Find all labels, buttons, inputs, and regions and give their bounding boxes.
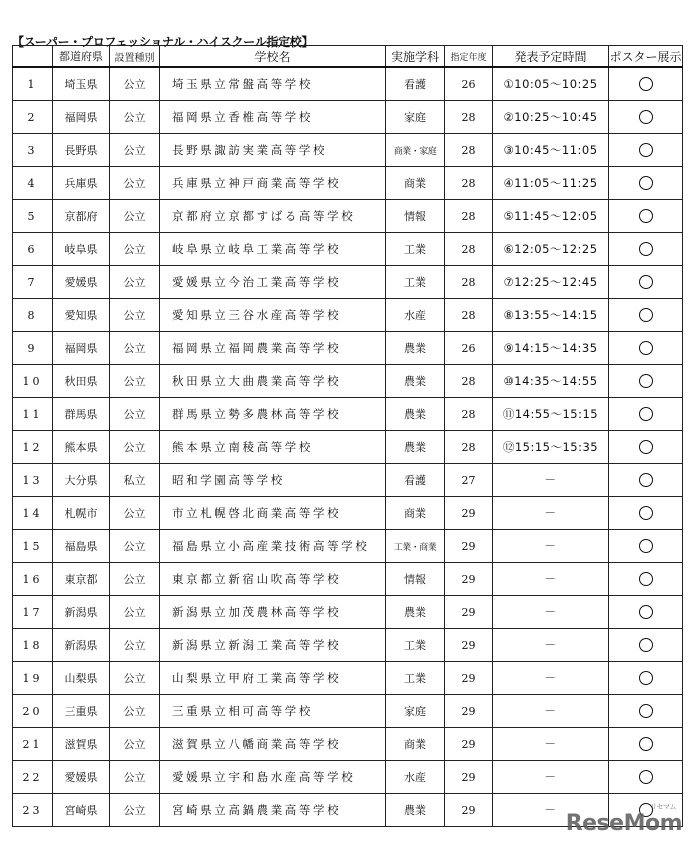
cell-no: 8 (13, 299, 53, 332)
table-row (13, 563, 683, 596)
cell-school: 熊本県立南稜高等学校 (160, 431, 386, 464)
cell-department: 水産 (386, 761, 445, 794)
cell-type: 公立 (110, 497, 160, 530)
cell-prefecture: 宮崎県 (53, 794, 110, 827)
header-department: 実施学科 (386, 46, 445, 68)
cell-no: 20 (13, 695, 53, 728)
cell-prefecture: 埼玉県 (53, 67, 110, 101)
poster-circle-icon (639, 605, 653, 619)
cell-department: 商業 (386, 497, 445, 530)
cell-no: 1 (13, 67, 53, 101)
cell-type: 公立 (110, 431, 160, 464)
cell-school: 秋田県立大曲農業高等学校 (160, 365, 386, 398)
cell-department: 農業 (386, 332, 445, 365)
cell-department: 農業 (386, 365, 445, 398)
cell-poster (609, 365, 683, 398)
poster-circle-icon (639, 539, 653, 553)
cell-school: 群馬県立勢多農林高等学校 (160, 398, 386, 431)
poster-circle-icon (639, 671, 653, 685)
header-school: 学校名 (160, 46, 386, 68)
cell-school: 長野県諏訪実業高等学校 (160, 134, 386, 167)
cell-time: － (493, 530, 609, 563)
poster-circle-icon (639, 176, 653, 190)
cell-school: 新潟県立加茂農林高等学校 (160, 596, 386, 629)
cell-school: 東京都立新宿山吹高等学校 (160, 563, 386, 596)
cell-poster (609, 332, 683, 365)
cell-school: 岐阜県立岐阜工業高等学校 (160, 233, 386, 266)
cell-prefecture: 熊本県 (53, 431, 110, 464)
table-row (13, 299, 683, 332)
cell-poster (609, 497, 683, 530)
page-title: 【スーパー・プロフェッショナル・ハイスクール指定校】 (12, 35, 314, 49)
table-row (13, 596, 683, 629)
cell-poster (609, 233, 683, 266)
table-row (13, 464, 683, 497)
cell-year: 29 (445, 761, 493, 794)
cell-type: 公立 (110, 299, 160, 332)
cell-prefecture: 東京都 (53, 563, 110, 596)
poster-circle-icon (639, 143, 653, 157)
cell-no: 4 (13, 167, 53, 200)
cell-time: ⑪14:55～15:15 (493, 398, 609, 431)
cell-year: 29 (445, 530, 493, 563)
cell-year: 28 (445, 431, 493, 464)
cell-no: 5 (13, 200, 53, 233)
watermark-text: ReseMom (565, 811, 682, 836)
table-row (13, 695, 683, 728)
poster-circle-icon (639, 407, 653, 421)
cell-no: 15 (13, 530, 53, 563)
cell-time: ⑫15:15～15:35 (493, 431, 609, 464)
cell-poster (609, 431, 683, 464)
cell-prefecture: 札幌市 (53, 497, 110, 530)
poster-circle-icon (639, 308, 653, 322)
cell-school: 市立札幌啓北商業高等学校 (160, 497, 386, 530)
cell-poster (609, 134, 683, 167)
cell-poster (609, 398, 683, 431)
cell-prefecture: 群馬県 (53, 398, 110, 431)
cell-time: ②10:25～10:45 (493, 101, 609, 134)
cell-year: 28 (445, 365, 493, 398)
table-header-row (13, 46, 683, 68)
header-time: 発表予定時間 (493, 46, 609, 68)
cell-department: 家庭 (386, 695, 445, 728)
cell-no: 21 (13, 728, 53, 761)
cell-time: ④11:05～11:25 (493, 167, 609, 200)
cell-school: 滋賀県立八幡商業高等学校 (160, 728, 386, 761)
header-type: 設置種別 (110, 46, 160, 68)
cell-school: 愛媛県立今治工業高等学校 (160, 266, 386, 299)
cell-type: 公立 (110, 167, 160, 200)
cell-school: 愛媛県立宇和島水産高等学校 (160, 761, 386, 794)
cell-no: 19 (13, 662, 53, 695)
cell-type: 公立 (110, 101, 160, 134)
cell-department: 工業 (386, 629, 445, 662)
cell-type: 公立 (110, 398, 160, 431)
cell-school: 昭和学園高等学校 (160, 464, 386, 497)
cell-time: － (493, 761, 609, 794)
table-row (13, 233, 683, 266)
cell-time: ⑨14:15～14:35 (493, 332, 609, 365)
cell-school: 福岡県立香椎高等学校 (160, 101, 386, 134)
cell-poster (609, 530, 683, 563)
cell-poster (609, 67, 683, 101)
cell-time: － (493, 695, 609, 728)
cell-year: 29 (445, 563, 493, 596)
cell-department: 看護 (386, 67, 445, 101)
cell-type: 公立 (110, 233, 160, 266)
cell-school: 宮崎県立高鍋農業高等学校 (160, 794, 386, 827)
poster-circle-icon (639, 110, 653, 124)
cell-year: 29 (445, 497, 493, 530)
table-row (13, 761, 683, 794)
cell-time: － (493, 563, 609, 596)
cell-prefecture: 新潟県 (53, 596, 110, 629)
cell-type: 公立 (110, 662, 160, 695)
cell-department: 看護 (386, 464, 445, 497)
cell-school: 愛知県立三谷水産高等学校 (160, 299, 386, 332)
cell-poster (609, 629, 683, 662)
cell-type: 公立 (110, 365, 160, 398)
cell-time: ⑥12:05～12:25 (493, 233, 609, 266)
cell-poster (609, 563, 683, 596)
cell-no: 16 (13, 563, 53, 596)
cell-type: 公立 (110, 629, 160, 662)
cell-type: 公立 (110, 761, 160, 794)
cell-prefecture: 岐阜県 (53, 233, 110, 266)
cell-poster (609, 464, 683, 497)
cell-prefecture: 福岡県 (53, 101, 110, 134)
table-row (13, 662, 683, 695)
cell-time: － (493, 794, 609, 827)
cell-type: 公立 (110, 332, 160, 365)
cell-prefecture: 三重県 (53, 695, 110, 728)
cell-poster (609, 266, 683, 299)
table-row (13, 530, 683, 563)
table-body (13, 67, 683, 827)
cell-type: 公立 (110, 596, 160, 629)
cell-year: 26 (445, 67, 493, 101)
cell-no: 6 (13, 233, 53, 266)
table-row (13, 629, 683, 662)
poster-circle-icon (639, 440, 653, 454)
cell-type: 公立 (110, 67, 160, 101)
cell-type: 公立 (110, 728, 160, 761)
table-row (13, 728, 683, 761)
cell-time: － (493, 629, 609, 662)
cell-department: 農業 (386, 596, 445, 629)
poster-circle-icon (639, 374, 653, 388)
cell-year: 29 (445, 794, 493, 827)
cell-prefecture: 山梨県 (53, 662, 110, 695)
watermark-sub: リセマム (650, 803, 676, 811)
cell-type: 公立 (110, 563, 160, 596)
table-row (13, 134, 683, 167)
cell-poster (609, 596, 683, 629)
table-row (13, 398, 683, 431)
cell-prefecture: 愛媛県 (53, 266, 110, 299)
cell-department: 農業 (386, 431, 445, 464)
cell-year: 29 (445, 662, 493, 695)
table-row (13, 200, 683, 233)
cell-school: 福岡県立福岡農業高等学校 (160, 332, 386, 365)
table-row (13, 266, 683, 299)
cell-school: 新潟県立新潟工業高等学校 (160, 629, 386, 662)
cell-type: 公立 (110, 794, 160, 827)
cell-prefecture: 京都府 (53, 200, 110, 233)
header-poster: ポスター展示 (609, 46, 683, 68)
poster-circle-icon (639, 473, 653, 487)
cell-no: 17 (13, 596, 53, 629)
cell-no: 18 (13, 629, 53, 662)
cell-school: 福島県立小高産業技術高等学校 (160, 530, 386, 563)
cell-department: 水産 (386, 299, 445, 332)
cell-year: 28 (445, 101, 493, 134)
header-year: 指定年度 (445, 46, 493, 68)
cell-department: 工業 (386, 233, 445, 266)
poster-circle-icon (639, 77, 653, 91)
cell-time: ③10:45～11:05 (493, 134, 609, 167)
header-no (13, 46, 53, 68)
poster-circle-icon (639, 506, 653, 520)
poster-circle-icon (639, 275, 653, 289)
poster-circle-icon (639, 704, 653, 718)
cell-prefecture: 秋田県 (53, 365, 110, 398)
cell-poster (609, 728, 683, 761)
watermark-logo (565, 803, 682, 836)
cell-time: ①10:05～10:25 (493, 67, 609, 101)
poster-circle-icon (639, 242, 653, 256)
poster-circle-icon (639, 209, 653, 223)
cell-time: ⑤11:45～12:05 (493, 200, 609, 233)
cell-department: 商業 (386, 728, 445, 761)
cell-year: 27 (445, 464, 493, 497)
cell-time: － (493, 497, 609, 530)
cell-year: 28 (445, 167, 493, 200)
cell-department: 商業 (386, 167, 445, 200)
cell-no: 11 (13, 398, 53, 431)
table-row (13, 431, 683, 464)
table-row (13, 167, 683, 200)
cell-year: 29 (445, 596, 493, 629)
cell-no: 23 (13, 794, 53, 827)
cell-poster (609, 167, 683, 200)
poster-circle-icon (639, 638, 653, 652)
cell-department: 情報 (386, 200, 445, 233)
table-row (13, 365, 683, 398)
header-prefecture: 都道府県 (53, 46, 110, 68)
cell-prefecture: 長野県 (53, 134, 110, 167)
cell-time: ⑩14:35～14:55 (493, 365, 609, 398)
cell-department: 工業・商業 (386, 530, 445, 563)
cell-poster (609, 695, 683, 728)
cell-time: － (493, 464, 609, 497)
cell-department: 家庭 (386, 101, 445, 134)
cell-type: 公立 (110, 695, 160, 728)
poster-circle-icon (639, 572, 653, 586)
cell-no: 13 (13, 464, 53, 497)
poster-circle-icon (639, 737, 653, 751)
cell-no: 22 (13, 761, 53, 794)
cell-department: 農業 (386, 398, 445, 431)
table-row (13, 101, 683, 134)
cell-year: 28 (445, 398, 493, 431)
cell-poster (609, 662, 683, 695)
cell-type: 私立 (110, 464, 160, 497)
cell-school: 京都府立京都すばる高等学校 (160, 200, 386, 233)
cell-school: 三重県立相可高等学校 (160, 695, 386, 728)
cell-school: 埼玉県立常盤高等学校 (160, 67, 386, 101)
cell-school: 兵庫県立神戸商業高等学校 (160, 167, 386, 200)
cell-poster (609, 101, 683, 134)
cell-prefecture: 兵庫県 (53, 167, 110, 200)
cell-department: 工業 (386, 662, 445, 695)
cell-year: 29 (445, 728, 493, 761)
cell-type: 公立 (110, 530, 160, 563)
table-row (13, 67, 683, 101)
cell-year: 29 (445, 629, 493, 662)
cell-year: 28 (445, 299, 493, 332)
table-row (13, 332, 683, 365)
cell-prefecture: 福岡県 (53, 332, 110, 365)
cell-time: － (493, 728, 609, 761)
cell-type: 公立 (110, 134, 160, 167)
cell-department: 工業 (386, 266, 445, 299)
poster-circle-icon (639, 341, 653, 355)
cell-prefecture: 愛知県 (53, 299, 110, 332)
cell-time: － (493, 662, 609, 695)
cell-prefecture: 新潟県 (53, 629, 110, 662)
cell-no: 14 (13, 497, 53, 530)
cell-type: 公立 (110, 266, 160, 299)
cell-no: 3 (13, 134, 53, 167)
cell-year: 28 (445, 200, 493, 233)
cell-year: 29 (445, 695, 493, 728)
cell-no: 12 (13, 431, 53, 464)
cell-year: 28 (445, 233, 493, 266)
cell-type: 公立 (110, 200, 160, 233)
cell-time: － (493, 596, 609, 629)
cell-poster (609, 299, 683, 332)
cell-poster (609, 200, 683, 233)
cell-prefecture: 滋賀県 (53, 728, 110, 761)
cell-year: 26 (445, 332, 493, 365)
cell-department: 農業 (386, 794, 445, 827)
cell-time: ⑧13:55～14:15 (493, 299, 609, 332)
cell-no: 9 (13, 332, 53, 365)
cell-prefecture: 福島県 (53, 530, 110, 563)
cell-prefecture: 大分県 (53, 464, 110, 497)
cell-no: 10 (13, 365, 53, 398)
cell-prefecture: 愛媛県 (53, 761, 110, 794)
cell-time: ⑦12:25～12:45 (493, 266, 609, 299)
school-table (12, 45, 683, 827)
cell-department: 商業・家庭 (386, 134, 445, 167)
cell-school: 山梨県立甲府工業高等学校 (160, 662, 386, 695)
cell-no: 7 (13, 266, 53, 299)
cell-poster (609, 761, 683, 794)
cell-year: 28 (445, 266, 493, 299)
cell-no: 2 (13, 101, 53, 134)
cell-year: 28 (445, 134, 493, 167)
poster-circle-icon (639, 770, 653, 784)
cell-department: 情報 (386, 563, 445, 596)
table-row (13, 497, 683, 530)
